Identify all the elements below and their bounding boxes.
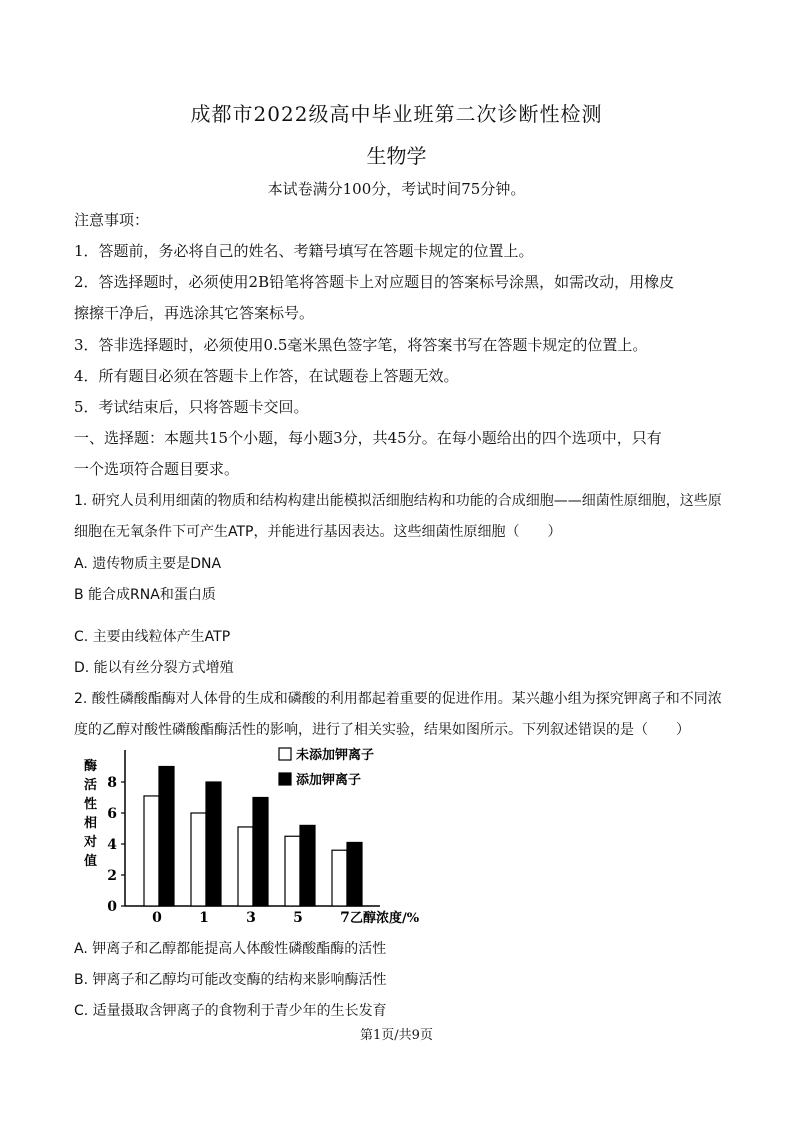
bar-no-potassium bbox=[144, 796, 159, 906]
y-tick-label: 4 bbox=[107, 837, 117, 853]
x-tick-label: 5 bbox=[293, 910, 303, 926]
y-axis-label-char: 性 bbox=[84, 797, 98, 812]
q2-option-c: C. 适量摄取含钾离子的食物利于青少年的生长发育 bbox=[74, 1003, 387, 1019]
x-ticks bbox=[152, 910, 350, 926]
bar-potassium bbox=[253, 798, 268, 907]
legend-label-potassium: 添加钾离子 bbox=[296, 773, 362, 788]
y-axis-label-char: 对 bbox=[84, 835, 98, 850]
exam-title: 成都市2022级高中毕业班第二次诊断性检测 bbox=[190, 102, 603, 126]
bar-no-potassium bbox=[332, 850, 347, 906]
subject-title: 生物学 bbox=[366, 144, 427, 168]
section-heading-continued: 一个选项符合题目要求。 bbox=[74, 460, 240, 478]
q2-option-b: B. 钾离子和乙醇均可能改变酶的结构来影响酶活性 bbox=[74, 972, 387, 988]
notice-item-continued: 擦擦干净后，再选涂其它答案标号。 bbox=[74, 304, 315, 322]
section-heading: 一、选择题：本题共15个小题，每小题3分，共45分。在每小题给出的四个选项中，只有 bbox=[74, 429, 662, 447]
q1-option-c: C. 主要由线粒体产生ATP bbox=[74, 629, 231, 645]
q2-option-a: A. 钾离子和乙醇都能提高人体酸性磷酸酯酶的活性 bbox=[74, 941, 387, 957]
x-tick-label: 3 bbox=[246, 910, 256, 926]
question-2-stem-continued: 度的乙醇对酸性磷酸酯酶活性的影响，进行了相关实验，结果如图所示。下列叙述错误的是（ ） bbox=[74, 722, 690, 738]
y-axis-label-char: 值 bbox=[84, 854, 98, 869]
y-axis-label-char: 活 bbox=[84, 778, 98, 793]
y-tick-label: 0 bbox=[107, 899, 117, 915]
y-axis-label-char: 相 bbox=[84, 816, 98, 831]
bar-potassium bbox=[206, 782, 221, 906]
bar-potassium bbox=[347, 842, 362, 906]
question-1-stem-continued: 细胞在无氧条件下可产生ATP，并能进行基因表达。这些细菌性原细胞（ ） bbox=[74, 524, 562, 540]
notice-item: 2．答选择题时，必须使用2B铅笔将答题卡上对应题目的答案标号涂黑，如需改动，用橡皮 bbox=[74, 273, 675, 291]
y-ticks bbox=[107, 775, 125, 915]
page-number: 第1页/共9页 bbox=[360, 1028, 433, 1043]
y-tick-label: 8 bbox=[107, 775, 117, 791]
enzyme-activity-bar-chart bbox=[74, 742, 434, 932]
bar-potassium bbox=[300, 825, 315, 906]
notice-heading: 注意事项： bbox=[74, 211, 150, 229]
x-axis-label: 乙醇浓度/% bbox=[350, 911, 420, 926]
legend bbox=[279, 747, 374, 788]
notice-item: 1．答题前，务必将自己的姓名、考籍号填写在答题卡规定的位置上。 bbox=[74, 242, 534, 260]
bar-no-potassium bbox=[238, 827, 253, 906]
bar-no-potassium bbox=[191, 813, 206, 906]
question-2-stem: 2. 酸性磷酸酯酶对人体骨的生成和磷酸的利用都起着重要的促进作用。某兴趣小组为探究钾离子和不同浓 bbox=[74, 691, 722, 707]
y-axis-label bbox=[83, 758, 97, 869]
q1-option-b: B 能合成RNA和蛋白质 bbox=[74, 587, 216, 603]
q1-option-a: A. 遗传物质主要是DNA bbox=[74, 556, 222, 572]
legend-label-no-potassium: 未添加钾离子 bbox=[296, 748, 375, 763]
x-tick-label: 0 bbox=[152, 910, 162, 926]
notice-item: 4．所有题目必须在答题卡上作答，在试题卷上答题无效。 bbox=[74, 367, 459, 385]
y-tick-label: 6 bbox=[107, 806, 117, 822]
y-tick-label: 2 bbox=[107, 868, 117, 884]
legend-swatch-potassium bbox=[279, 773, 291, 785]
x-tick-label: 1 bbox=[199, 910, 209, 926]
bar-potassium bbox=[159, 767, 174, 907]
notice-item: 3．答非选择题时，必须使用0.5毫米黑色签字笔，将答案书写在答题卡规定的位置上。 bbox=[74, 336, 648, 354]
y-axis-label-char: 酶 bbox=[84, 759, 98, 774]
bar-no-potassium bbox=[285, 836, 300, 906]
notice-item: 5．考试结束后，只将答题卡交回。 bbox=[74, 398, 309, 416]
legend-swatch-no-potassium bbox=[279, 748, 291, 760]
x-tick-label: 7 bbox=[340, 910, 350, 926]
question-1-stem: 1. 研究人员利用细菌的物质和结构构建出能模拟活细胞结构和功能的合成细胞——细菌性原细胞，这些原 bbox=[74, 493, 722, 509]
q1-option-d: D. 能以有丝分裂方式增殖 bbox=[74, 660, 234, 676]
exam-info: 本试卷满分100分，考试时间75分钟。 bbox=[267, 180, 526, 198]
